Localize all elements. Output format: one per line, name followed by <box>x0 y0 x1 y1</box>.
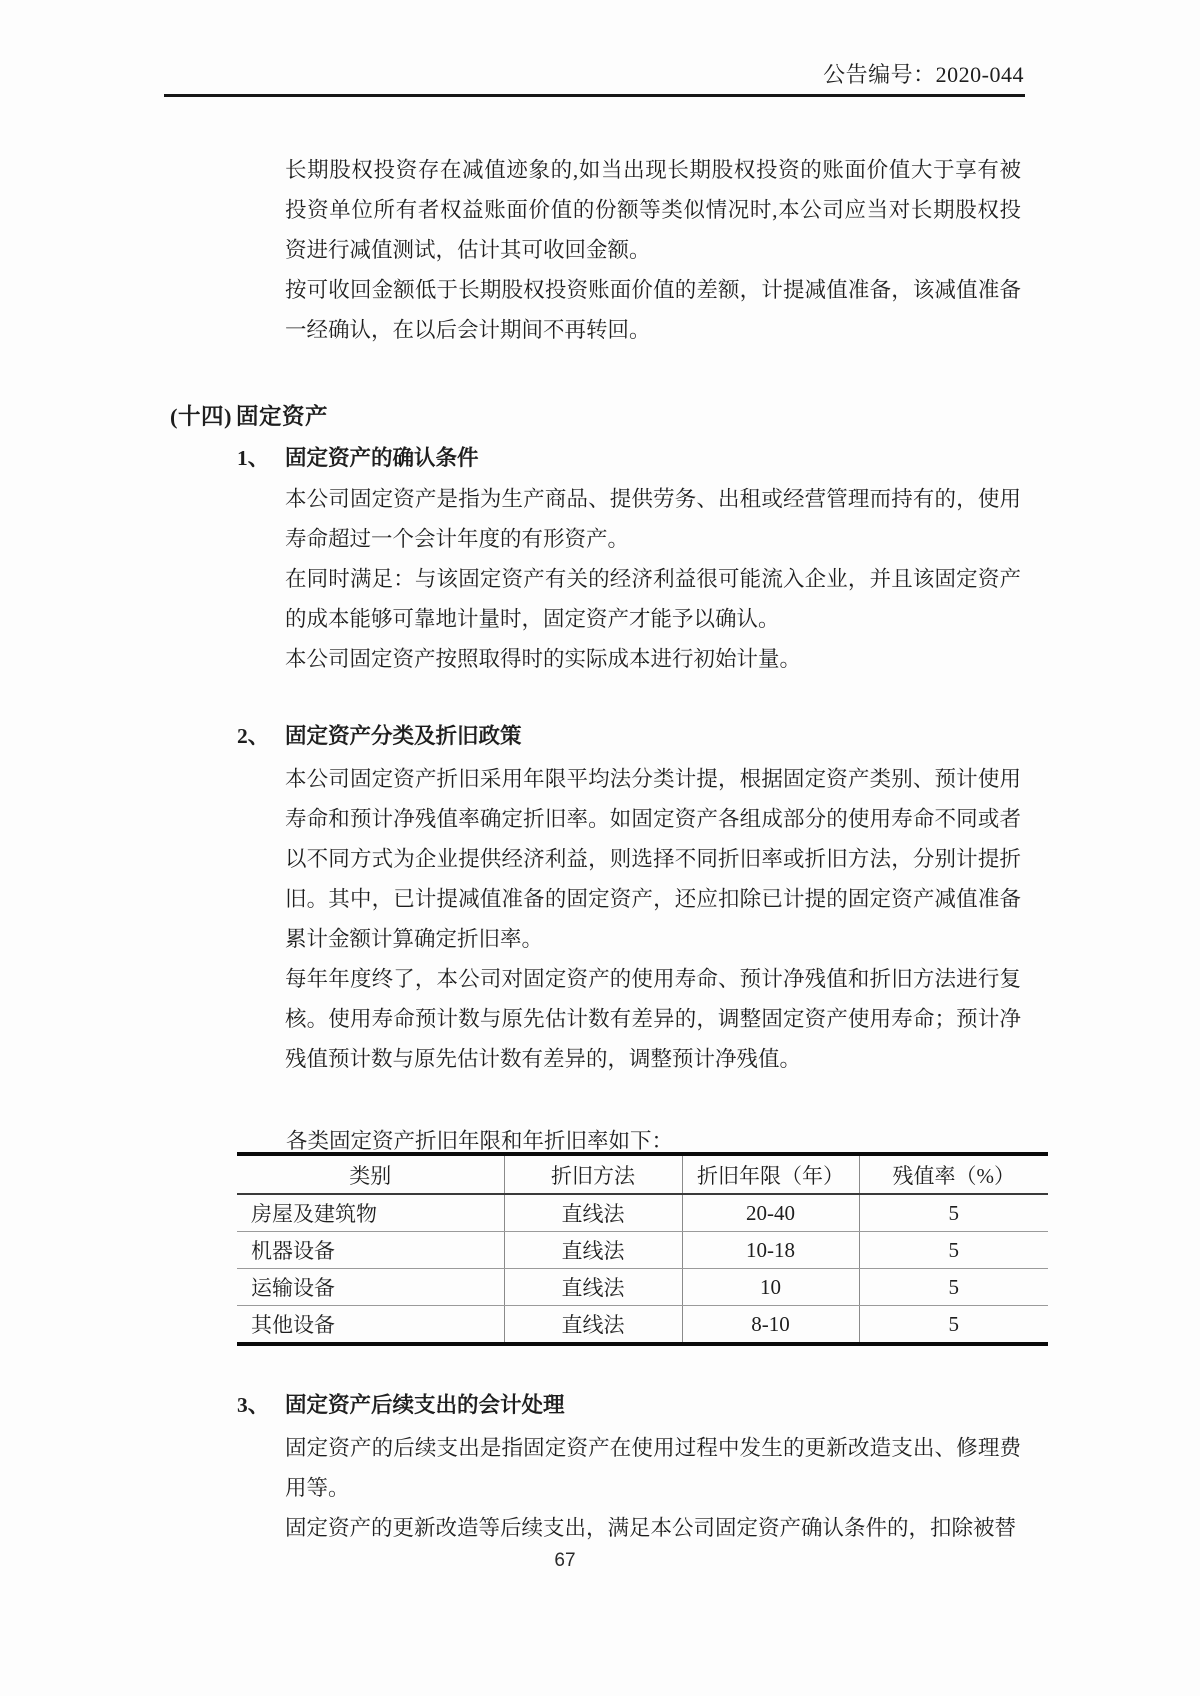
table-cell-years: 8-10 <box>682 1306 859 1345</box>
table-cell-method: 直线法 <box>504 1232 682 1269</box>
item-2-paragraph-2: 每年年度终了，本公司对固定资产的使用寿命、预计净残值和折旧方法进行复核。使用寿命预计数与原先估计数有差异的，调整固定资产使用寿命；预计净残值预计数与原先估计数有差异的，调整预计净残值。 <box>285 967 1021 1071</box>
table-header-method: 折旧方法 <box>504 1154 682 1194</box>
table-cell-method: 直线法 <box>504 1269 682 1306</box>
table-cell-years: 10-18 <box>682 1232 859 1269</box>
table-cell-residual: 5 <box>859 1269 1048 1306</box>
table-cell-category: 其他设备 <box>251 1313 335 1337</box>
notice-number: 公告编号：2020-044 <box>823 62 1024 87</box>
item-1-paragraph-1: 本公司固定资产是指为生产商品、提供劳务、出租或经营管理而持有的，使用寿命超过一个会计年度的有形资产。 <box>285 487 1021 551</box>
item-1-number: 1、 <box>237 446 270 470</box>
table-header-category: 类别 <box>237 1154 504 1194</box>
item-3-number: 3、 <box>237 1393 270 1417</box>
table-cell-years: 20-40 <box>682 1194 859 1232</box>
table-intro: 各类固定资产折旧年限和年折旧率如下： <box>286 1129 674 1153</box>
item-3-body <box>285 1428 1021 1548</box>
intro-paragraph-2: 按可收回金额低于长期股权投资账面价值的差额，计提减值准备，该减值准备一经确认，在以后会计期间不再转回。 <box>285 278 1021 342</box>
item-1-body <box>285 479 1021 679</box>
table-cell-category: 机器设备 <box>237 1232 504 1269</box>
item-3-paragraph-1: 固定资产的后续支出是指固定资产在使用过程中发生的更新改造支出、修理费用等。 <box>285 1436 1021 1500</box>
section-14-label: (十四) <box>170 404 232 429</box>
item-2-paragraph-1: 本公司固定资产折旧采用年限平均法分类计提，根据固定资产类别、预计使用寿命和预计净残值率确定折旧率。如固定资产各组成部分的使用寿命不同或者以不同方式为企业提供经济利益，则选择不同折旧率或折旧方法，分别计提折旧。其中，已计提减值准备的固定资产，还应扣除已计提的固定资产减值准备累计金额计算确定折旧率。 <box>285 767 1021 951</box>
intro-paragraphs <box>285 150 1021 350</box>
intro-paragraph-1: 长期股权投资存在减值迹象的,如当出现长期股权投资的账面价值大于享有被投资单位所有者权益账面价值的份额等类似情况时,本公司应当对长期股权投资进行减值测试，估计其可收回金额。 <box>285 158 1021 262</box>
section-14-heading <box>170 399 328 431</box>
table-cell-residual: 5 <box>859 1194 1048 1232</box>
table-cell-residual: 5 <box>859 1306 1048 1345</box>
item-2-number: 2、 <box>237 724 270 748</box>
item-1-heading <box>237 441 479 472</box>
header-rule <box>164 94 1025 97</box>
table-cell-years: 10 <box>682 1269 859 1306</box>
table-cell-method: 直线法 <box>504 1194 682 1232</box>
table-row <box>237 1306 1048 1345</box>
table-cell-method: 直线法 <box>504 1306 682 1345</box>
item-2-title: 固定资产分类及折旧政策 <box>285 724 522 748</box>
item-3-title: 固定资产后续支出的会计处理 <box>285 1393 565 1417</box>
table-header-years: 折旧年限（年） <box>682 1154 859 1194</box>
table-row <box>237 1269 1048 1306</box>
section-14-title: 固定资产 <box>236 404 329 429</box>
table-cell-residual: 5 <box>859 1232 1048 1269</box>
item-2-body <box>285 759 1021 1079</box>
table-header-residual: 残值率（%） <box>859 1154 1048 1194</box>
item-2-heading <box>237 719 522 750</box>
table-row <box>237 1194 1048 1232</box>
table-row <box>237 1232 1048 1269</box>
item-3-paragraph-2: 固定资产的更新改造等后续支出，满足本公司固定资产确认条件的，扣除被替 <box>285 1516 1017 1540</box>
item-3-heading <box>237 1388 565 1419</box>
table-cell-category: 运输设备 <box>237 1269 504 1306</box>
item-1-title: 固定资产的确认条件 <box>285 446 479 470</box>
page-number: 67 <box>554 1550 576 1571</box>
table-cell-category: 房屋及建筑物 <box>237 1194 504 1232</box>
table-header-row <box>237 1154 1048 1194</box>
item-1-paragraph-3: 本公司固定资产按照取得时的实际成本进行初始计量。 <box>285 647 802 671</box>
item-1-paragraph-2: 在同时满足：与该固定资产有关的经济利益很可能流入企业，并且该固定资产的成本能够可靠地计量时，固定资产才能予以确认。 <box>285 567 1021 631</box>
depreciation-table <box>237 1152 1048 1346</box>
